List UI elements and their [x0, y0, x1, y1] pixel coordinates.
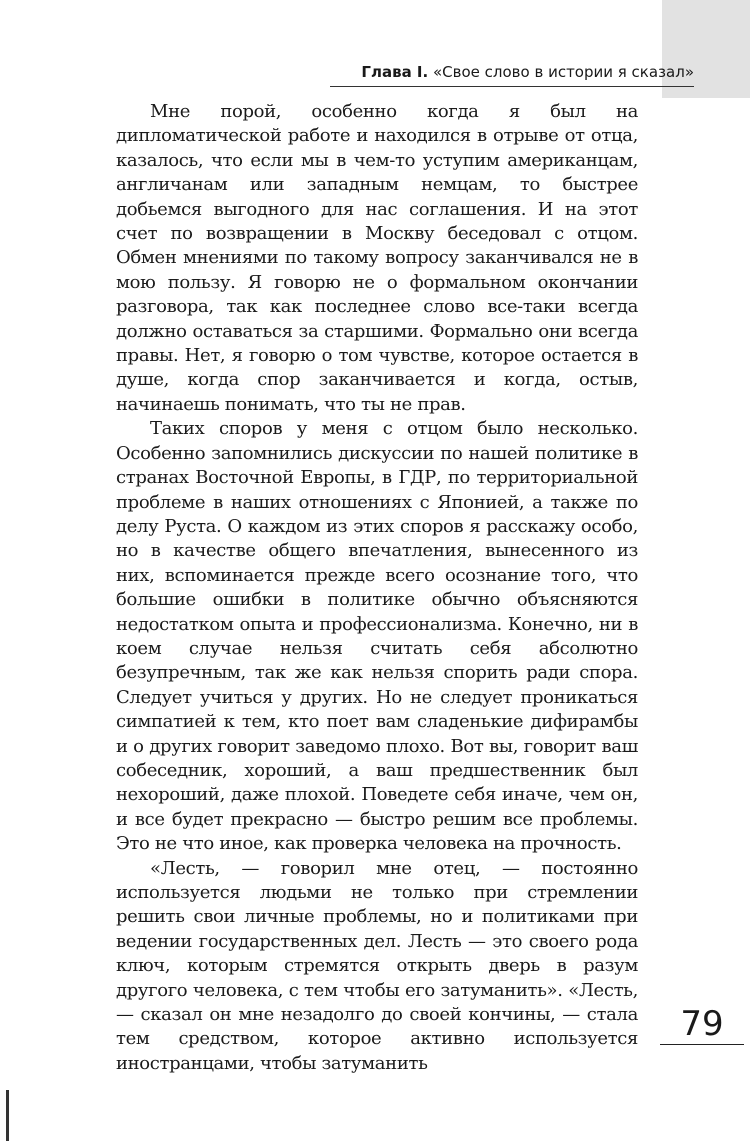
paragraph-1: Мне порой, особенно когда я был на дипломатической работе и находился в отрыве от отца, казалось, что если мы в чем-то уступим американцам, англичанам или западным немцам, то быстрее добьемся выгодного для нас соглашения. И на этот счет по возвращении в Москву беседовал с отцом. Обмен мнениями по такому вопросу заканчивался не в мою пользу. Я говорю не о формальном окончании разговора, так как последнее слово все-таки всегда должно оставаться за старшими. Формально они всегда правы. Нет, я говорю о том чувстве, которое остается в душе, когда спор заканчивается и когда, остыв, начинаешь понимать, что ты не прав. — [116, 101, 638, 415]
page-number: 79 — [660, 1004, 744, 1045]
chapter-title: «Свое слово в истории я сказал» — [433, 63, 694, 81]
paragraph-3: «Лесть, — говорил мне отец, — постоянно используется людьми не только при стремлении решить свои личные проблемы, но и политиками при ведении государственных дел. Лесть — это своего рода ключ, которым стремятся открыть дверь в разум другого человека, с тем чтобы его затуманить». «Лесть, — сказал он мне незадолго до своей кончины, — стала тем средством, которое активно используется иностранцами, чтобы затуманить — [116, 857, 638, 1074]
scan-margin-mark — [6, 1090, 9, 1141]
body-text — [116, 100, 638, 1076]
running-header — [330, 62, 694, 87]
paragraph-2: Таких споров у меня с отцом было несколько. Особенно запомнились дискуссии по нашей политике в странах Восточной Европы, в ГДР, по территориальной проблеме в наших отношениях с Японией, а также по делу Руста. О каждом из этих споров я расскажу особо, но в качестве общего впечатления, вынесенного из них, вспоминается прежде всего осознание того, что большие ошибки в политике обычно объясняются недостатком опыта и профессионализма. Конечно, ни в коем случае нельзя считать себя абсолютно безупречным, так же как нельзя спорить ради спора. Следует учиться у других. Но не следует проникаться симпатией к тем, кто поет вам сладенькие дифирамбы и о других говорит заведомо плохо. Вот вы, говорит ваш собеседник, хороший, а ваш предшественник был нехороший, даже плохой. Поведете себя иначе, чем он, и все будет прекрасно — быстро решим все проблемы. Это не что иное, как проверка человека на прочность. — [116, 418, 638, 855]
chapter-label: Глава I. — [361, 63, 429, 81]
